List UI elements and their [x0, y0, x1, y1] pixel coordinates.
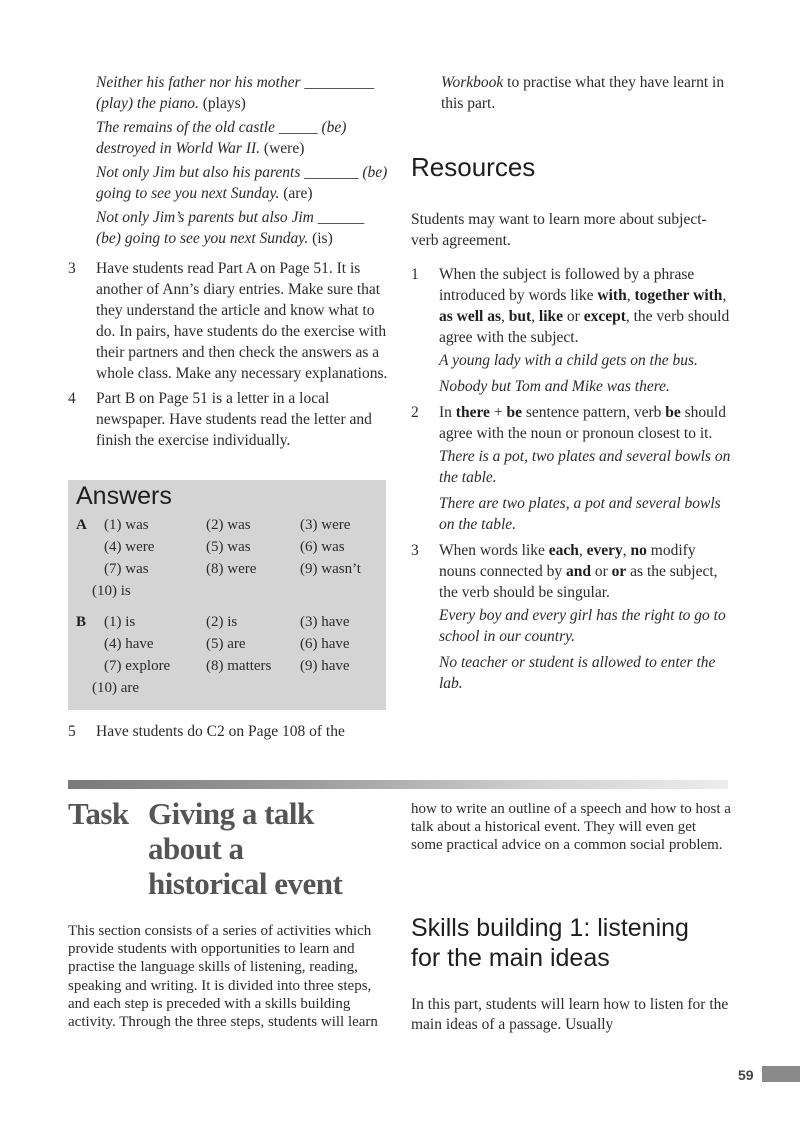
answers-title: Answers: [76, 482, 172, 510]
resource-example: Every boy and every girl has the right to go to school in our country.: [439, 607, 726, 645]
example-item: Not only Jim’s parents but also Jim ______ (be) going to see you next Sunday. (is): [96, 209, 365, 247]
example-item: The remains of the old castle _____ (be) destroyed in World War II. (were): [96, 119, 347, 157]
resources-heading: Resources: [411, 152, 536, 182]
workbook-note: Workbook to practise what they have learnt in this part.: [441, 74, 725, 112]
answers-b: B (1) is (2) is (3) have (4) have (5) are (6) have (7) explore (8) matters (9) have: [76, 611, 400, 677]
resource-example: There is a pot, two plates and several bowls on the table.: [439, 448, 731, 486]
answers-a-last: (10) is: [92, 583, 131, 599]
page-number-bar: [762, 1066, 800, 1082]
resource-item-2: 2 In there + be sentence pattern, verb be should agree with the noun or pronoun closest to it.: [411, 404, 726, 442]
task-label: Task: [68, 796, 129, 831]
answers-b-label: B: [76, 614, 87, 630]
resource-item-1: 1 When the subject is followed by a phrase introduced by words like with, together with, as well as, but, like or except, the verb should agree with the subject.: [411, 266, 730, 346]
instruction-item-5: 5 Have students do C2 on Page 108 of the: [68, 723, 345, 740]
answers-box: [68, 480, 386, 710]
answers-a: A (1) was (2) was (3) were (4) were (5) was (6) was (7) was (8) were (9) wasn’t: [76, 514, 400, 580]
example-item: Not only Jim but also his parents _______ (be) going to see you next Sunday. (are): [96, 164, 388, 202]
task-title: Giving a talk about a historical event: [148, 796, 343, 901]
resource-example: There are two plates, a pot and several bowls on the table.: [439, 495, 721, 533]
instruction-item-3: 3 Have students read Part A on Page 51. It is another of Ann’s diary entries. Make sure that they understand the article and know what to do. In pairs, have students do the exercise with their partners and then check the answers as a whole class. Make any necessary explanations.: [68, 260, 388, 382]
instruction-list: [68, 258, 388, 451]
answers-a-label: A: [76, 517, 87, 533]
task-right-intro: how to write an outline of a speech and how to host a talk about a historical event. They will even get some practical advice on a common social problem.: [411, 801, 731, 854]
page-number: 59: [738, 1067, 754, 1083]
resource-item-3: 3 When words like each, every, no modify nouns connected by and or or as the subject, the verb should be singular.: [411, 542, 718, 601]
resource-example: Nobody but Tom and Mike was there.: [439, 378, 670, 395]
instruction-item-4: 4 Part B on Page 51 is a letter in a local newspaper. Have students read the letter and finish the exercise individually.: [68, 390, 372, 449]
resources-list: [411, 264, 731, 699]
answers-b-last: (10) are: [92, 680, 140, 696]
task-intro: This section consists of a series of activities which provide students with opportunities to learn and practise the language skills of listening, reading, speaking and writing. It is divided into three steps, and each step is preceded with a skills building activity. Through the three steps, students will learn: [68, 923, 378, 1031]
example-item: Neither his father nor his mother _________ (play) the piano. (plays): [96, 74, 375, 112]
resources-intro: Students may want to learn more about subject-verb agreement.: [411, 211, 707, 249]
skills-heading: Skills building 1: listening for the main ideas: [411, 914, 689, 972]
section-divider: [68, 780, 728, 789]
skills-text: In this part, students will learn how to listen for the main ideas of a passage. Usually: [411, 996, 729, 1033]
resource-example: A young lady with a child gets on the bus.: [439, 352, 698, 369]
resource-example: No teacher or student is allowed to enter the lab.: [439, 654, 716, 692]
example-list: [96, 72, 388, 252]
